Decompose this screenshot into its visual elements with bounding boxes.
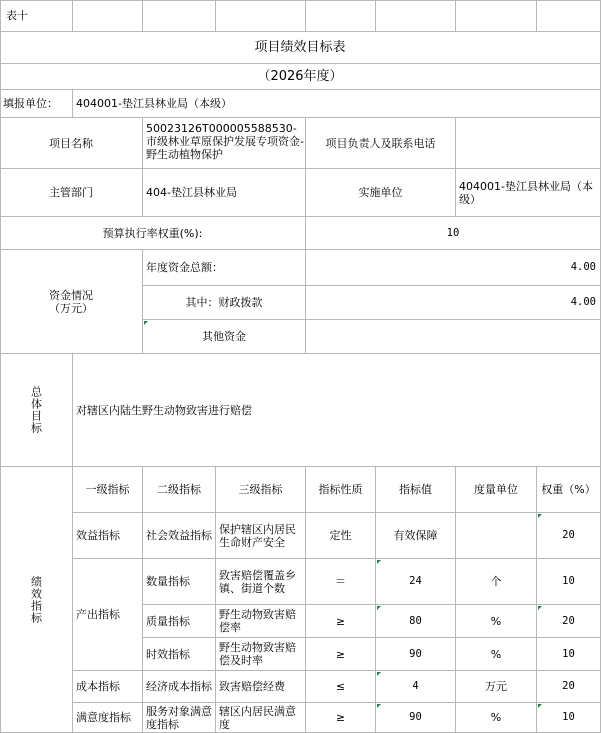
output-timeliness-unit: %	[456, 638, 537, 671]
satisfaction-level1: 满意度指标	[73, 703, 143, 733]
perf-header-unit: 度量单位	[456, 467, 537, 513]
output-quantity-level3: 致害赔偿覆盖乡镇、街道个数	[216, 559, 306, 605]
dept-value: 404-垫江县林业局	[143, 169, 306, 217]
satisfaction-weight: 10	[537, 703, 601, 733]
overall-goal-label	[0, 354, 73, 467]
fill-unit-label: 填报单位：	[0, 90, 73, 118]
perf-header-value: 指标值	[376, 467, 456, 513]
cell-marker	[377, 704, 381, 708]
perf-label-text: 绩效指标	[29, 575, 43, 624]
empty-cell	[143, 0, 216, 32]
cell-marker	[377, 672, 381, 676]
funds-label	[0, 250, 143, 354]
overall-goal-text: 对辖区内陆生野生动物致害进行赔偿	[73, 354, 601, 467]
satisfaction-unit: %	[456, 703, 537, 733]
benefit-nature: 定性	[306, 513, 376, 559]
output-quantity-weight: 10	[537, 559, 601, 605]
output-timeliness-level2: 时效指标	[143, 638, 216, 671]
satisfaction-nature: ≥	[306, 703, 376, 733]
corner-label: 表十	[0, 0, 73, 32]
impl-unit-value: 404001-垫江县林业局（本级）	[456, 169, 601, 217]
cost-nature: ≤	[306, 671, 376, 703]
budget-rate-label: 预算执行率权重(%):	[0, 217, 306, 250]
benefit-value: 有效保障	[376, 513, 456, 559]
perf-header-level2: 二级指标	[143, 467, 216, 513]
output-quality-level3: 野生动物致害赔偿率	[216, 605, 306, 638]
output-quantity-level2: 数量指标	[143, 559, 216, 605]
benefit-level3: 保护辖区内居民生命财产安全	[216, 513, 306, 559]
perf-header-nature: 指标性质	[306, 467, 376, 513]
empty-cell	[216, 0, 306, 32]
funds-other-label: 其他资金	[143, 320, 306, 354]
output-level1: 产出指标	[73, 559, 143, 671]
empty-cell	[537, 0, 601, 32]
perf-header-level3: 三级指标	[216, 467, 306, 513]
cost-value: 4	[376, 671, 456, 703]
output-quantity-nature: ＝	[306, 559, 376, 605]
cell-marker	[377, 606, 381, 610]
funds-fiscal-value: 4.00	[306, 286, 601, 320]
output-quality-value: 80	[376, 605, 456, 638]
output-quality-nature: ≥	[306, 605, 376, 638]
project-owner-label: 项目负责人及联系电话	[306, 118, 456, 169]
satisfaction-level3: 辖区内居民满意度	[216, 703, 306, 733]
funds-other-value	[306, 320, 601, 354]
dept-label: 主管部门	[0, 169, 143, 217]
benefit-weight: 20	[537, 513, 601, 559]
funds-label-line2: （万元）	[49, 301, 93, 315]
empty-cell	[306, 0, 376, 32]
output-timeliness-weight: 10	[537, 638, 601, 671]
empty-cell	[73, 0, 143, 32]
benefit-unit	[456, 513, 537, 559]
funds-total-label: 年度资金总额：	[143, 250, 306, 286]
benefit-level2: 社会效益指标	[143, 513, 216, 559]
cell-marker	[538, 514, 542, 518]
empty-cell	[376, 0, 456, 32]
project-owner-value	[456, 118, 601, 169]
output-quality-weight: 20	[537, 605, 601, 638]
funds-fiscal-label: 其中：财政拨款	[143, 286, 306, 320]
fill-unit-value: 404001-垫江县林业局（本级）	[73, 90, 601, 118]
perf-header-weight: 权重（%）	[537, 467, 601, 513]
cell-marker	[377, 560, 381, 564]
satisfaction-level2: 服务对象满意度指标	[143, 703, 216, 733]
impl-unit-label: 实施单位	[306, 169, 456, 217]
satisfaction-value: 90	[376, 703, 456, 733]
page-title: 项目绩效目标表	[0, 32, 601, 64]
cell-marker	[144, 321, 148, 325]
cost-unit: 万元	[456, 671, 537, 703]
cost-level2: 经济成本指标	[143, 671, 216, 703]
empty-cell	[456, 0, 537, 32]
project-name-label: 项目名称	[0, 118, 143, 169]
output-timeliness-nature: ≥	[306, 638, 376, 671]
cell-marker	[538, 704, 542, 708]
output-quality-unit: %	[456, 605, 537, 638]
output-quantity-unit: 个	[456, 559, 537, 605]
output-timeliness-level3: 野生动物致害赔偿及时率	[216, 638, 306, 671]
overall-goal-label-text: 总体目标	[29, 386, 43, 434]
project-name-value: 50023126T000005588530-市级林业草原保护发展专项资金-野生动植物保护	[143, 118, 306, 169]
benefit-level1: 效益指标	[73, 513, 143, 559]
output-quantity-value: 24	[376, 559, 456, 605]
output-timeliness-value: 90	[376, 638, 456, 671]
cell-marker	[538, 606, 542, 610]
budget-rate-value: 10	[306, 217, 601, 250]
cost-level1: 成本指标	[73, 671, 143, 703]
perf-label	[0, 467, 73, 733]
funds-label-line1: 资金情况	[49, 288, 93, 302]
funds-total-value: 4.00	[306, 250, 601, 286]
perf-header-level1: 一级指标	[73, 467, 143, 513]
cost-level3: 致害赔偿经费	[216, 671, 306, 703]
output-quality-level2: 质量指标	[143, 605, 216, 638]
year-label: （2026年度）	[0, 64, 601, 90]
cost-weight: 20	[537, 671, 601, 703]
